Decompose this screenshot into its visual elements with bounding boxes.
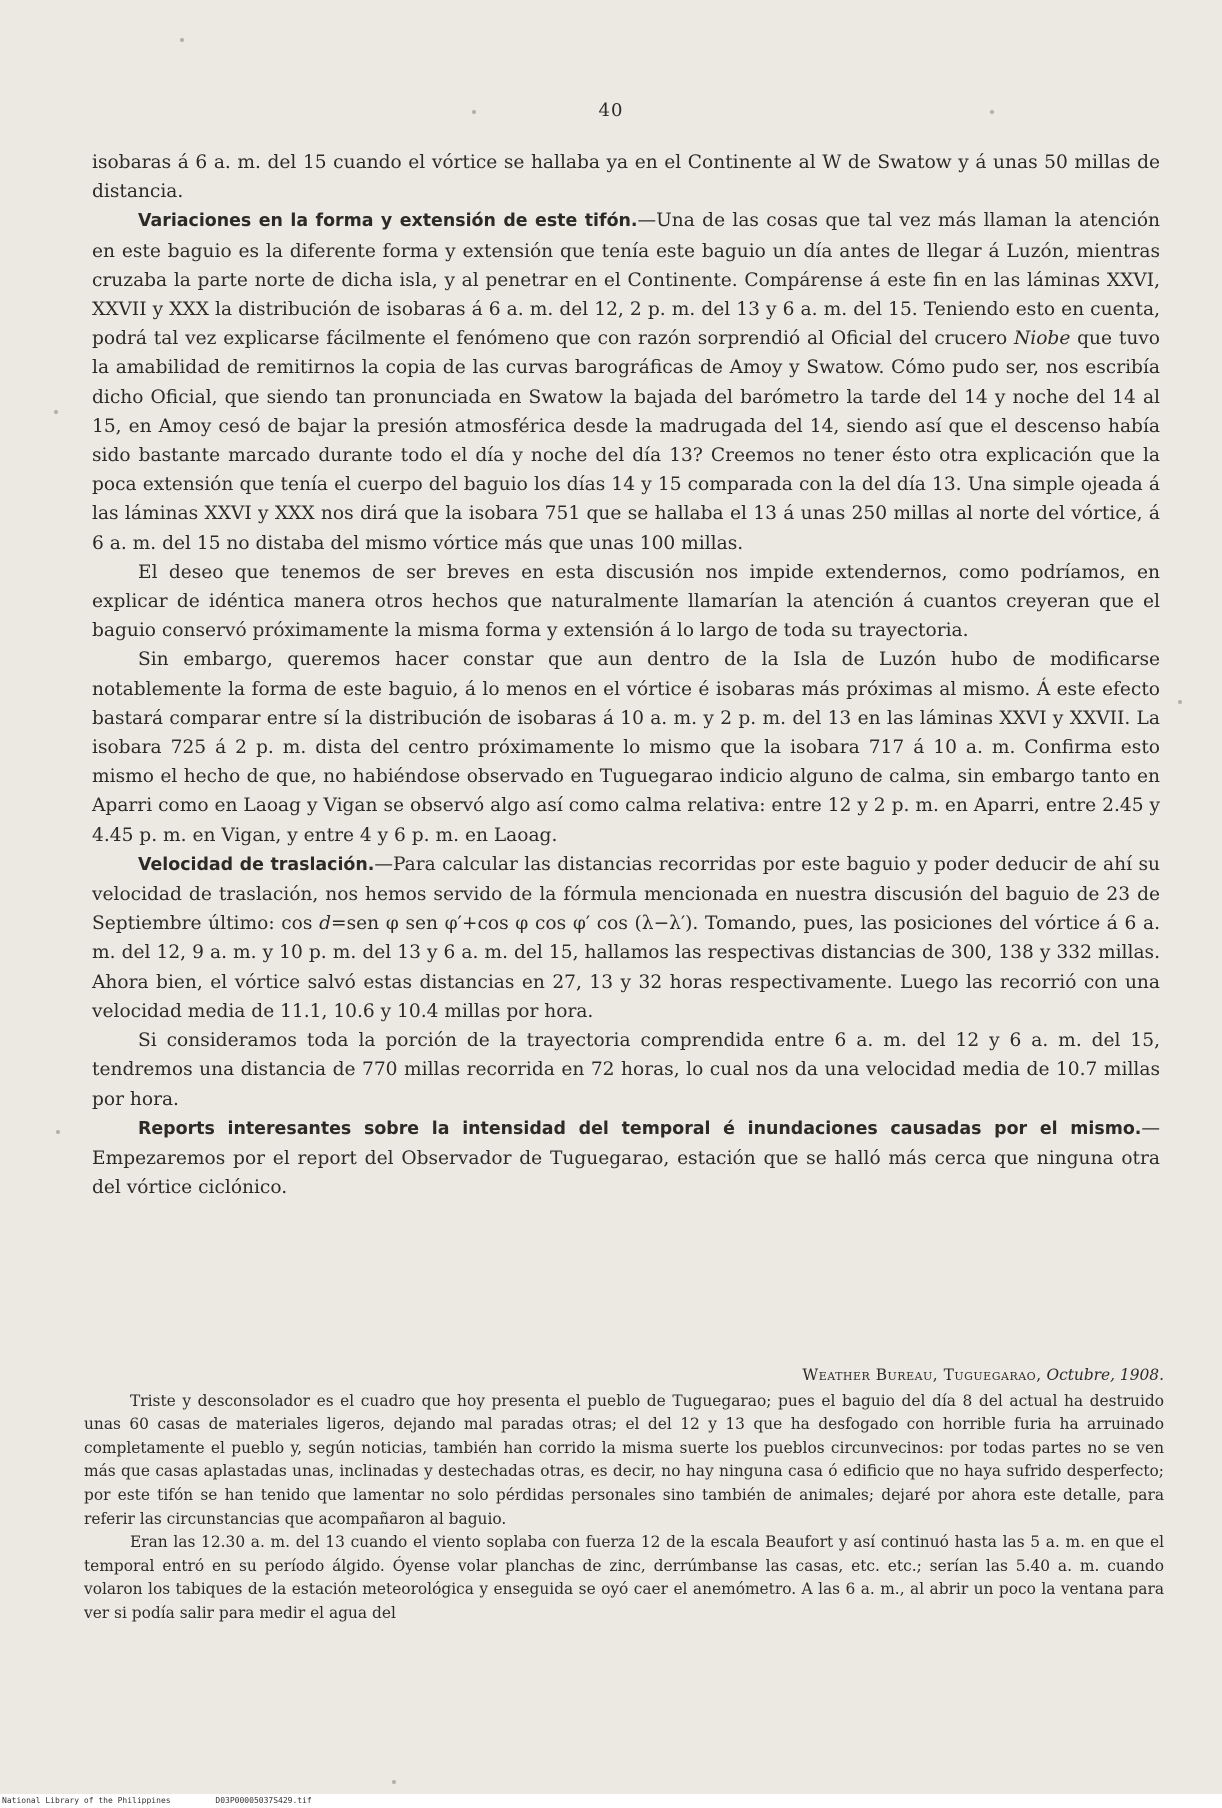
paragraph-text: Si consideramos toda la porción de la trayectoria comprendida entre 6 a. m. del 12 y 6 a. m. del 15, tendremos una distancia de 770 millas recorrida en 72 horas, lo cual nos da una velocidad media de 10.7 millas por hora. (92, 1030, 1160, 1110)
footer-library: National Library of the Philippines (2, 1796, 171, 1805)
section-heading: Reports interesantes sobre la intensidad del temporal é inundaciones causadas por el mismo. (138, 1118, 1142, 1139)
body-paragraph (92, 206, 1160, 557)
body-paragraph (92, 1026, 1160, 1114)
paragraph-text: —Para calcular las distancias recorridas por este baguio y poder deducir de ahí su velocidad de traslación, nos hemos servido de la fórmula mencionada en nuestra discusión del baguio de 23 de Septiembre último: cos (92, 853, 1160, 935)
report-paragraph: Eran las 12.30 a. m. del 13 cuando el viento soplaba con fuerza 12 de la escala Beaufort y así continuó hasta las 5 a. m. en que el temporal entró en su período álgido. Óyense volar planchas de zinc, derrúmbanse las casas, etc. etc.; serían las 5.40 a. m. cuando volaron los tabiques de la estación meteorológica y enseguida se oyó caer el anemómetro. A las 6 a. m., al abrir un poco la ventana para ver si podía salir para medir el agua del (84, 1533, 1164, 1622)
body-paragraph (92, 148, 1160, 206)
quoted-report (84, 1364, 1164, 1626)
body-paragraph (92, 850, 1160, 1026)
report-date: Octubre, 1908. (1046, 1366, 1164, 1384)
italic-text: Niobe (1014, 328, 1071, 350)
report-signature (84, 1364, 1164, 1388)
scan-footer (0, 1794, 1222, 1808)
paragraph-text: —Empezaremos por el report del Observador de Tuguegarao, estación que se halló más cerca que ninguna otra del vórtice ciclónico. (92, 1117, 1160, 1199)
section-heading: Variaciones en la forma y extensión de este tifón. (138, 211, 638, 232)
report-place: Weather Bureau, Tuguegarao, (802, 1366, 1042, 1384)
section-heading: Velocidad de traslación. (138, 854, 375, 875)
italic-text: d (319, 913, 331, 935)
body-text (92, 148, 1160, 1202)
report-paragraph: Triste y desconsolador es el cuadro que hoy presenta el pueblo de Tuguegarao; pues el baguio del día 8 del actual ha destruido unas 60 casas de materiales ligeros, dejando mal paradas otras; el del 12 y 13 que ha desfogado con horrible furia ha arruinado completamente el pueblo y, según noticias, también han corrido la misma suerte los pueblos circunvecinos: por todas partes no se ven más que casas aplastadas unas, inclinadas y destechadas otras, es decir, no hay ninguna casa ó edificio que no haya sufrido desperfecto; por este tifón se han tenido que lamentar no solo pérdidas personales sino también de animales; dejaré por ahora este detalle, para referir las circunstancias que acompañaron al baguio. (84, 1391, 1164, 1528)
paragraph-text: =sen φ sen φ′+cos φ cos φ′ cos (λ−λ′). Tomando, pues, las posiciones del vórtice á 6 a. m. del 12, 9 a. m. y 10 p. m. del 13 y 6 a. m. del 15, hallamos las respectivas distancias de 300, 138 y 332 millas. Ahora bien, el vórtice salvó estas distancias en 27, 13 y 32 horas respectivamente. Luego las recorrió con una velocidad media de 11.1, 10.6 y 10.4 millas por hora. (92, 913, 1160, 1022)
paragraph-text: que tuvo la amabilidad de remitirnos la copia de las curvas barográficas de Amoy y Swatow. Cómo pudo ser, nos escribía dicho Oficial, que siendo tan pronunciada en Swatow la bajada del barómetro la tarde del 14 y noche del 14 al 15, en Amoy cesó de bajar la presión atmosférica desde la madrugada del 14, siendo así que el descenso había sido bastante marcado durante todo el día y noche del día 13? Creemos no tener ésto otra explicación que la poca extensión que tenía el cuerpo del baguio los días 14 y 15 comparada con la del día 13. Una simple ojeada á las láminas XXVI y XXX nos dirá que la isobara 751 que se hallaba el 13 á unas 250 millas al norte del vórtice, á 6 a. m. del 15 no distaba del mismo vórtice más que unas 100 millas. (92, 328, 1160, 554)
paragraph-text: El deseo que tenemos de ser breves en esta discusión nos impide extendernos, como podríamos, en explicar de idéntica manera otros hechos que naturalmente llamarían la atención á cuantos creyeran que el baguio conservó próximamente la misma forma y extensión á lo largo de toda su trayectoria. (92, 561, 1160, 642)
page-number: 40 (598, 100, 624, 121)
scan-speck (54, 410, 58, 414)
paragraph-text: —Una de las cosas que tal vez más llaman la atención en este baguio es la diferente forma y extensión que tenía este baguio un día antes de llegar á Luzón, mientras cruzaba la parte norte de dicha isla, y al penetrar en el Continente. Compárense á este fin en las láminas XXVI, XXVII y XXX la distribución de isobaras á 6 a. m. del 12, 2 p. m. del 13 y 6 a. m. del 15. Teniendo esto en cuenta, podrá tal vez explicarse fácilmente el fenómeno que con razón sorprendió al Oficial del crucero (92, 210, 1161, 350)
body-paragraph (92, 645, 1160, 849)
body-paragraph (92, 558, 1160, 646)
body-paragraph (92, 1114, 1160, 1203)
paragraph-text: isobaras á 6 a. m. del 15 cuando el vórtice se hallaba ya en el Continente al W de Swatow y á unas 50 millas de distancia. (92, 152, 1160, 203)
scan-speck (392, 1780, 396, 1784)
footer-file-id: D03P00005037S429.tif (215, 1796, 312, 1805)
scan-speck (1178, 700, 1182, 704)
scan-speck (180, 38, 184, 42)
paragraph-text: Sin embargo, queremos hacer constar que aun dentro de la Isla de Luzón hubo de modificarse notablemente la forma de este baguio, á lo menos en el vórtice é isobaras más próximas al mismo. Á este efecto bastará comparar entre sí la distribución de isobaras á 10 a. m. y 2 p. m. del 13 en las láminas XXVI y XXVII. La isobara 725 á 2 p. m. dista del centro próximamente lo mismo que la isobara 717 á 10 a. m. Confirma esto mismo el hecho de que, no habiéndose observado en Tuguegarao indicio alguno de calma, sin embargo tanto en Aparri como en Laoag y Vigan se observó algo así como calma relativa: entre 12 y 2 p. m. en Aparri, entre 2.45 y 4.45 p. m. en Vigan, y entre 4 y 6 p. m. en Laoag. (92, 649, 1160, 846)
scan-speck (56, 1130, 60, 1134)
